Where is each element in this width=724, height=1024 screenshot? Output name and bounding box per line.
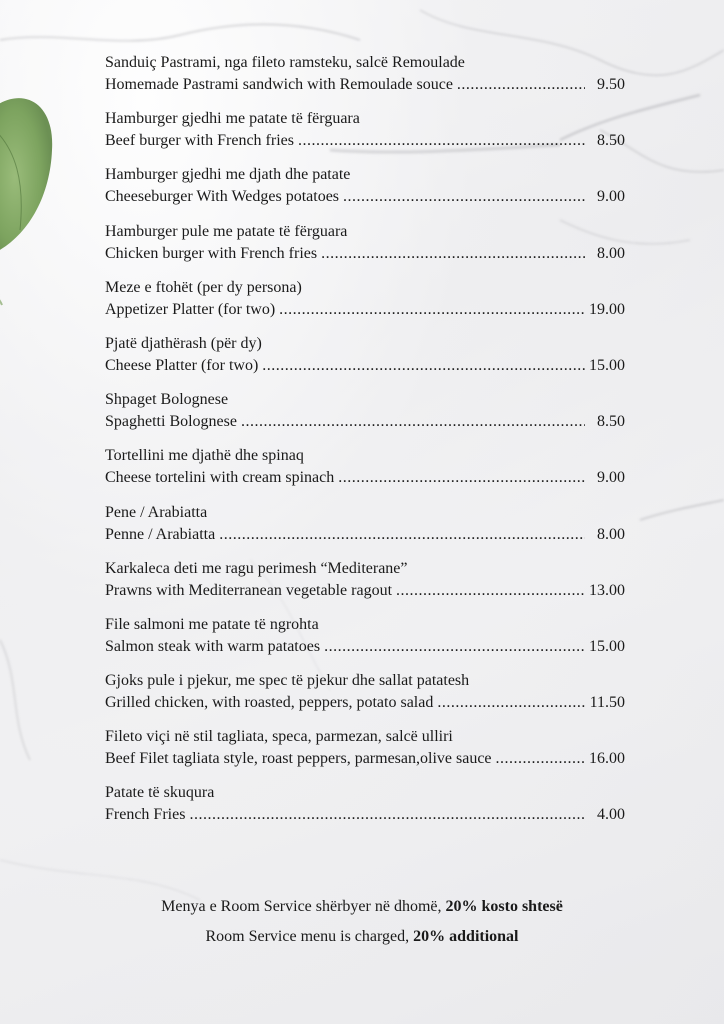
- item-price: 8.00: [597, 244, 625, 262]
- footer-bold: 20% kosto shtesë: [445, 898, 563, 915]
- item-en-line: [105, 804, 625, 826]
- menu-item: [105, 52, 625, 108]
- menu-item: [105, 782, 625, 838]
- menu-item: [105, 108, 625, 164]
- item-name-sq: Fileto viçi në stil tagliata, speca, parmezan, salcë ulliri: [105, 728, 453, 746]
- item-price: 15.00: [589, 356, 625, 374]
- item-price: 8.00: [597, 525, 625, 543]
- item-price: 4.00: [597, 806, 625, 824]
- item-price: 8.50: [597, 132, 625, 150]
- item-price: 19.00: [589, 300, 625, 318]
- menu-item: [105, 502, 625, 558]
- menu-item: [105, 726, 625, 782]
- item-name-en: Chicken burger with French fries: [105, 244, 318, 262]
- item-price: 11.50: [589, 694, 625, 712]
- item-en-line: [105, 580, 625, 602]
- item-price: 15.00: [589, 637, 625, 655]
- item-name-en: Appetizer Platter (for two): [105, 300, 276, 318]
- item-price: 13.00: [589, 581, 625, 599]
- item-name-en: French Fries: [105, 806, 186, 824]
- item-name-sq: Hamburger pule me patate të fërguara: [105, 222, 348, 240]
- footer-albanian: [0, 898, 724, 916]
- item-price: 9.00: [597, 469, 625, 487]
- item-name-sq: Tortellini me djathë dhe spinaq: [105, 447, 304, 465]
- item-name-sq: Gjoks pule i pjekur, me spec të pjekur dhe sallat patatesh: [105, 672, 470, 690]
- item-en-line: [105, 130, 625, 152]
- menu-item: [105, 164, 625, 220]
- dot-leader: [343, 186, 585, 208]
- menu-item: [105, 221, 625, 277]
- item-name-en: Beef Filet tagliata style, roast peppers, parmesan,olive sauce: [105, 750, 492, 768]
- menu-item: [105, 333, 625, 389]
- item-name-en: Prawns with Mediterranean vegetable ragout: [105, 581, 393, 599]
- menu-item: [105, 277, 625, 333]
- item-name-en: Salmon steak with warm patatoes: [105, 637, 321, 655]
- item-en-line: [105, 636, 625, 658]
- item-en-line: [105, 411, 625, 433]
- item-price: 16.00: [589, 750, 625, 768]
- menu-item: [105, 670, 625, 726]
- item-name-sq: Karkaleca deti me ragu perimesh “Mediterane”: [105, 559, 408, 577]
- dot-leader: [298, 130, 585, 152]
- footer-english: [0, 928, 724, 946]
- menu-item: [105, 389, 625, 445]
- footer-bold: 20% additional: [413, 928, 519, 945]
- dot-leader: [396, 580, 585, 602]
- dot-leader: [262, 355, 585, 377]
- dot-leader: [189, 804, 585, 826]
- item-name-sq: File salmoni me patate të ngrohta: [105, 615, 319, 633]
- item-name-en: Spaghetti Bolognese: [105, 413, 237, 431]
- dot-leader: [219, 524, 585, 546]
- item-name-sq: Pene / Arabiatta: [105, 503, 208, 521]
- item-en-line: [105, 524, 625, 546]
- dot-leader: [457, 74, 585, 96]
- menu-item: [105, 614, 625, 670]
- menu-list: [105, 52, 625, 839]
- dot-leader: [496, 748, 585, 770]
- item-name-en: Beef burger with French fries: [105, 132, 294, 150]
- item-name-en: Cheese tortelini with cream spinach: [105, 469, 335, 487]
- item-name-sq: Meze e ftohët (per dy persona): [105, 278, 302, 296]
- dot-leader: [241, 411, 585, 433]
- menu-item: [105, 558, 625, 614]
- footer-text: Room Service menu is charged,: [205, 928, 414, 945]
- item-en-line: [105, 467, 625, 489]
- item-en-line: [105, 299, 625, 321]
- item-price: 8.50: [597, 413, 625, 431]
- dot-leader: [437, 692, 585, 714]
- item-name-en: Homemade Pastrami sandwich with Remoulade souce: [105, 76, 453, 93]
- dot-leader: [324, 636, 585, 658]
- item-name-sq: Sanduiç Pastrami, nga fileto ramsteku, salcë Remoulade: [105, 54, 465, 71]
- item-name-sq: Patate të skuqura: [105, 784, 215, 802]
- dot-leader: [279, 299, 585, 321]
- item-name-sq: Pjatë djathërash (për dy): [105, 334, 262, 352]
- item-price: 9.50: [597, 76, 625, 93]
- dot-leader: [321, 243, 585, 265]
- item-en-line: [105, 186, 625, 208]
- item-name-sq: Hamburger gjedhi me djath dhe patate: [105, 166, 351, 184]
- menu-item: [105, 445, 625, 501]
- item-name-en: Cheese Platter (for two): [105, 356, 259, 374]
- item-name-en: Penne / Arabiatta: [105, 525, 216, 543]
- item-name-en: Cheeseburger With Wedges potatoes: [105, 188, 340, 206]
- item-en-line: [105, 355, 625, 377]
- footer-text: Menya e Room Service shërbyer në dhomë,: [161, 898, 446, 915]
- item-name-sq: Shpaget Bolognese: [105, 391, 229, 409]
- item-en-line: [105, 692, 625, 714]
- leaf-decoration: [0, 98, 52, 305]
- item-en-line: [105, 243, 625, 265]
- item-name-en: Grilled chicken, with roasted, peppers, potato salad: [105, 694, 434, 712]
- item-name-sq: Hamburger gjedhi me patate të fërguara: [105, 110, 360, 128]
- item-en-line: [105, 74, 625, 96]
- dot-leader: [338, 467, 585, 489]
- item-price: 9.00: [597, 188, 625, 206]
- item-en-line: [105, 748, 625, 770]
